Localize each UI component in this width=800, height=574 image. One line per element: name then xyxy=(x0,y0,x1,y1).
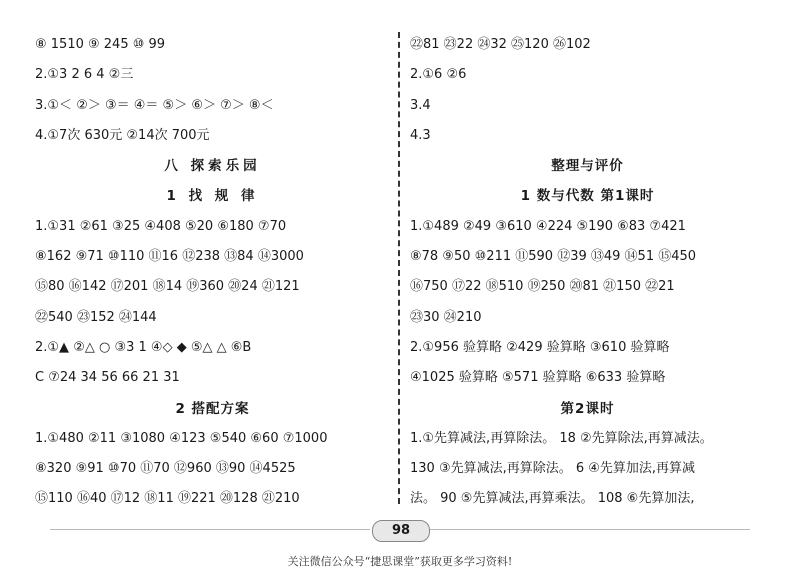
section-heading: 2 搭配方案 xyxy=(175,400,250,417)
lesson-heading: 第2课时 xyxy=(560,400,615,417)
answer-line: 4.3 xyxy=(410,127,431,143)
footer-note: 关注微信公众号“捷思课堂”获取更多学习资料! xyxy=(287,555,513,568)
answer-line: ⑧162 ⑨71 ⑩110 ⑪16 ⑫238 ⑬84 ⑭3000 xyxy=(35,249,304,265)
column-divider xyxy=(398,32,400,504)
answer-line: ⑧ 1510 ⑨ 245 ⑩ 99 xyxy=(35,37,166,52)
left-column xyxy=(35,30,390,515)
footer-rule-right xyxy=(430,529,750,530)
footer-rule-left xyxy=(50,529,370,530)
answer-line: C ⑦24 34 56 66 21 31 xyxy=(35,370,180,386)
answer-line: ㉓30 ㉔210 xyxy=(410,309,482,325)
answer-line: ⑧320 ⑨91 ⑩70 ⑪70 ⑫960 ⑬90 ⑭4525 xyxy=(35,461,296,477)
answer-line: 130 ③先算减法,再算除法。 6 ④先算加法,再算减 xyxy=(410,461,696,477)
page-number: 98 xyxy=(372,520,430,542)
answer-line: 1.①480 ②11 ③1080 ④123 ⑤540 ⑥60 ⑦1000 xyxy=(35,430,328,446)
answer-line: 3.4 xyxy=(410,97,431,113)
answer-line: ⑮110 ⑯40 ⑰12 ⑱11 ⑲221 ⑳128 ㉑210 xyxy=(35,491,300,507)
answer-line: ④1025 验算略 ⑤571 验算略 ⑥633 验算略 xyxy=(410,370,666,386)
answer-line: 2.①956 验算略 ②429 验算略 ③610 验算略 xyxy=(410,339,670,355)
section-heading: 1 数与代数 第1课时 xyxy=(520,188,655,205)
answer-line: 2.①▲ ②△ ○ ③3 1 ④◇ ◆ ⑤△ △ ⑥B xyxy=(35,339,252,355)
answer-line: ㉒540 ㉓152 ㉔144 xyxy=(35,309,157,325)
answer-line: ⑯750 ⑰22 ⑱510 ⑲250 ⑳81 ㉑150 ㉒21 xyxy=(410,279,675,295)
unit-heading: 整理与评价 xyxy=(551,158,624,175)
answer-line: 1.①31 ②61 ③25 ④408 ⑤20 ⑥180 ⑦70 xyxy=(35,218,287,234)
answer-line: 2.①6 ②6 xyxy=(410,67,467,83)
answer-line: 3.①＜ ②＞ ③＝ ④＝ ⑤＞ ⑥＞ ⑦＞ ⑧＜ xyxy=(35,97,274,113)
answer-line: ⑧78 ⑨50 ⑩211 ⑪590 ⑫39 ⑬49 ⑭51 ⑮450 xyxy=(410,249,697,265)
answer-line: 2.①3 2 6 4 ②三 xyxy=(35,67,134,83)
unit-heading: 八 探索乐园 xyxy=(164,158,261,175)
answer-line: ㉒81 ㉓22 ㉔32 ㉕120 ㉖102 xyxy=(410,37,591,52)
section-heading: 1 找 规 律 xyxy=(166,188,259,205)
answer-line: 1.①489 ②49 ③610 ④224 ⑤190 ⑥83 ⑦421 xyxy=(410,218,686,234)
answer-line: 1.①先算减法,再算除法。 18 ②先算除法,再算减法。 xyxy=(410,430,713,446)
right-column xyxy=(410,30,765,515)
answer-line: 法。 90 ⑤先算减法,再算乘法。 108 ⑥先算加法, xyxy=(410,491,695,507)
answer-line: ⑮80 ⑯142 ⑰201 ⑱14 ⑲360 ⑳24 ㉑121 xyxy=(35,279,300,295)
answer-line: 4.①7次 630元 ②14次 700元 xyxy=(35,127,210,143)
